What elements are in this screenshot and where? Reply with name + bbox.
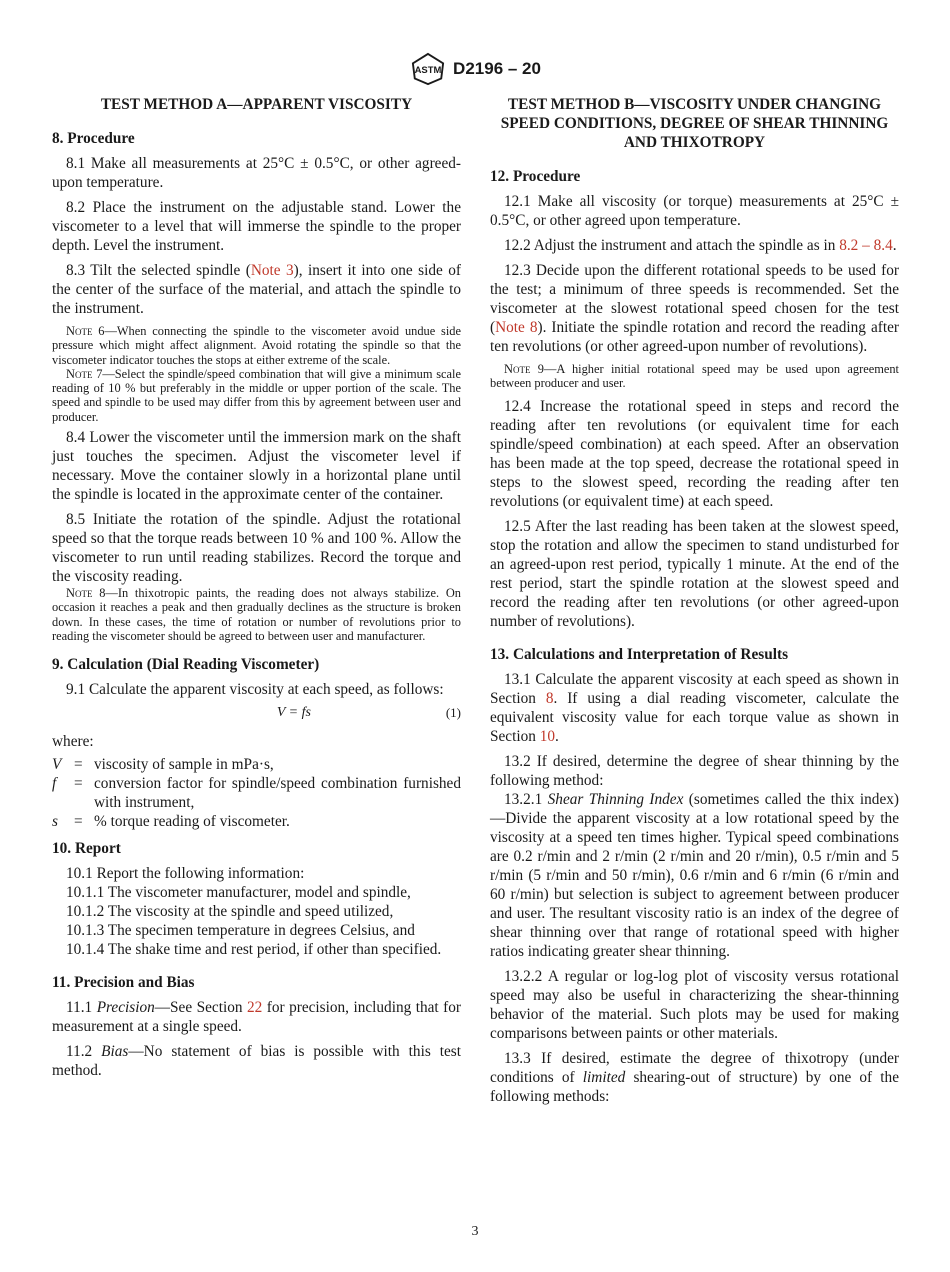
variable-list	[52, 755, 461, 831]
equation-number: (1)	[445, 705, 461, 721]
para-12-5: 12.5 After the last reading has been taken at the slowest speed, stop the rotation and allow the specimen to stand undisturbed for an agreed-upon rest period, typically 1 minute. At the end of the rest period, start the spindle rotation at the slowest speed and record the reading after ten revolutions (or other agreed-upon number of revolutions).	[490, 517, 899, 630]
note-9	[490, 362, 899, 391]
logo-text: ASTM	[414, 64, 442, 76]
para-11-1	[52, 998, 461, 1036]
section-12-title: 12. Procedure	[490, 168, 581, 185]
note-8-link[interactable]: Note 8	[495, 319, 538, 336]
right-column	[490, 95, 899, 1112]
para-9-1: 9.1 Calculate the apparent viscosity at each speed, as follows:	[66, 681, 444, 699]
note-8-label: Note	[66, 586, 93, 601]
note-3-link[interactable]: Note 3	[250, 262, 294, 279]
variable-equals: =	[74, 775, 83, 793]
where-label: where:	[52, 733, 94, 751]
bias-term: Bias	[101, 1043, 129, 1061]
equation-1	[52, 703, 461, 722]
para-12-2	[490, 236, 899, 255]
variable-row	[52, 755, 461, 774]
section-9-title: 9. Calculation (Dial Reading Viscometer)	[52, 656, 320, 674]
variable-symbol: V	[52, 756, 62, 774]
para-11-1-text-a: —See Section	[154, 999, 247, 1017]
para-10-1-4: 10.1.4 The shake time and rest period, if other than specified.	[66, 941, 442, 959]
note-8	[52, 586, 461, 643]
section-10-link[interactable]: 10	[539, 727, 556, 745]
note-7	[52, 367, 461, 424]
para-8-3	[52, 261, 461, 318]
note-8-text: 8—In thixotropic paints, the reading does not always stabilize. On occasion it reaches a peak and then gradually declines as the structure is broken down. In these cases, the time of rotation or number of revolutions prior to reading the viscometer should be agreed to between user and manufacturer.	[52, 586, 461, 643]
variable-symbol: s	[52, 813, 58, 831]
para-12-3	[490, 261, 899, 356]
para-8-2: 8.2 Place the instrument on the adjustable stand. Lower the viscometer to a level that will immerse the spindle to the proper depth. Level the instrument.	[52, 199, 461, 254]
variable-description: conversion factor for spindle/speed combination furnished with instrument,	[94, 775, 461, 812]
page-number: 3	[471, 1224, 479, 1239]
para-12-3-text-a: 12.3 Decide upon the different rotational speeds to be used for the test; a minimum of three speeds is recommended. Set the viscometer at the slowest rotational speed chosen for the test (	[490, 262, 899, 336]
precision-term: Precision	[96, 999, 155, 1017]
para-12-4: 12.4 Increase the rotational speed in steps and record the reading after ten revolutions (or equivalent time for each spindle/speed combination) at each speed. After an observation has been made at the top speed, decrease the rotational speed in steps to the slowest speed, recording the reading after ten revolutions (or equivalent time) at each speed.	[490, 397, 899, 510]
variable-description: % torque reading of viscometer.	[94, 813, 290, 831]
para-8-5: 8.5 Initiate the rotation of the spindle. Adjust the rotational speed so that the torque reads between 10 % and 100 %. Allow the viscometer to run until reading stabilizes. Record the torque and the viscosity reading.	[52, 511, 461, 586]
para-13-1	[490, 670, 899, 746]
document-number: D2196 – 20	[453, 59, 541, 78]
para-11-2-num: 11.2	[66, 1043, 102, 1061]
variable-symbol: f	[52, 775, 57, 793]
para-11-2	[52, 1042, 461, 1080]
para-13-2-1	[490, 790, 899, 961]
para-13-1-text-c: .	[555, 727, 559, 745]
para-13-2-1-text: (sometimes called the thix index)—Divide the apparent viscosity at a low rotational speed by the viscosity at a speed ten times higher. Typical speed combinations are 0.2 r/min and 2 r/min (2 r/min and 20 r/min), 0.5 r/min and 5 r/min (5 r/min and 50 r/min), 0.6 r/min and 6 r/min (6 r/min and 60 r/min) but selection is subject to agreement between producer and user. The resultant viscosity ratio is an index of the degree of shear thinning over that range of rotational speed with higher ratios indicating greater shear thinning.	[490, 790, 899, 960]
para-8-1: 8.1 Make all measurements at 25°C ± 0.5°C, or other agreed-upon temperature.	[52, 155, 461, 191]
para-13-1-text-b: . If using a dial reading viscometer, calculate the equivalent viscosity value for each torque value as shown in Section	[490, 689, 899, 745]
para-10-1-1: 10.1.1 The viscometer manufacturer, model and spindle,	[66, 884, 411, 902]
para-13-1-text-a: 13.1 Calculate the apparent viscosity at each speed as shown in Section	[490, 670, 899, 707]
section-22-link[interactable]: 22	[246, 999, 263, 1017]
para-10-1-2: 10.1.2 The viscosity at the spindle and speed utilized,	[66, 903, 394, 921]
variable-equals: =	[74, 756, 83, 774]
section-10-title: 10. Report	[52, 840, 121, 858]
para-11-1-text-b: for precision, including that for measurement at a single speed.	[52, 999, 461, 1036]
para-13-3	[490, 1049, 899, 1106]
note-6	[52, 324, 461, 367]
method-a-title: TEST METHOD A—APPARENT VISCOSITY	[100, 96, 413, 113]
astm-logo-icon	[409, 52, 447, 86]
para-13-2: 13.2 If desired, determine the degree of shear thinning by the following method:	[490, 752, 899, 789]
left-column	[52, 95, 461, 1086]
para-12-3-text-b: ). Initiate the spindle rotation and record the reading after ten revolutions (or other agreed-upon number of revolutions).	[490, 319, 899, 355]
para-13-2-1-num: 13.2.1	[504, 790, 548, 808]
section-8-2-8-4-link[interactable]: 8.2 – 8.4	[839, 237, 893, 254]
section-13-title: 13. Calculations and Interpretation of Results	[490, 645, 789, 663]
section-8-title: 8. Procedure	[52, 130, 135, 147]
note-7-label: Note	[66, 366, 93, 381]
note-9-text: 9—A higher initial rotational speed may be used upon agreement between producer and user.	[490, 362, 899, 391]
para-12-2-text-b: .	[892, 237, 897, 254]
para-11-1-num: 11.1	[66, 999, 97, 1017]
note-9-label: Note	[504, 362, 531, 376]
para-13-3-text-b: shearing-out of structure) by one of the following methods:	[490, 1068, 899, 1105]
variable-equals: =	[74, 813, 83, 831]
para-13-3-text-a: 13.3 If desired, estimate the degree of thixotropy (under conditions of	[490, 1049, 899, 1086]
para-8-3-text-a: 8.3 Tilt the selected spindle (	[66, 262, 251, 279]
para-10-1-3: 10.1.3 The specimen temperature in degrees Celsius, and	[66, 922, 415, 940]
note-6-label: Note	[66, 324, 93, 338]
limited-term: limited	[582, 1068, 626, 1086]
page-header	[0, 52, 950, 86]
para-13-2-2: 13.2.2 A regular or log-log plot of viscosity versus rotational speed may also be useful in characterizing the shear-thinning behavior of the material. Such plots may be used for making comparisons between paints or other materials.	[490, 967, 899, 1042]
para-12-2-text-a: 12.2 Adjust the instrument and attach the spindle as in	[504, 237, 840, 254]
variable-row	[52, 774, 461, 812]
variable-description: viscosity of sample in mPa·s,	[94, 756, 274, 774]
variable-row	[52, 812, 461, 831]
para-12-1: 12.1 Make all viscosity (or torque) measurements at 25°C ± 0.5°C, or other agreed upon temperature.	[490, 193, 899, 229]
section-11-title: 11. Precision and Bias	[52, 974, 195, 992]
section-8-link[interactable]: 8	[545, 689, 554, 707]
para-11-2-text: —No statement of bias is possible with this test method.	[52, 1043, 461, 1080]
note-7-text: 7—Select the spindle/speed combination that will give a minimum scale reading of 10 % but preferably in the middle or upper portion of the scale. The speed and spindle to be used may differ from this by agreement between user and producer.	[52, 366, 461, 424]
shear-thinning-index-term: Shear Thinning Index	[547, 790, 684, 808]
equation-text: V = fs	[276, 705, 311, 721]
note-6-text: 6—When connecting the spindle to the viscometer avoid undue side pressure which might affect alignment. Avoid rotating the spindle so that the viscometer indicator touches the stops at either extreme of the scale.	[52, 324, 461, 367]
para-10-1: 10.1 Report the following information:	[66, 865, 305, 883]
method-b-title: TEST METHOD B—VISCOSITY UNDER CHANGING SPEED CONDITIONS, DEGREE OF SHEAR THINNING AND THIXOTROPY	[500, 96, 889, 151]
para-8-3-text-b: ), insert it into one side of the center of the surface of the material, and attach the spindle to the instrument.	[52, 262, 461, 317]
para-8-4: 8.4 Lower the viscometer until the immersion mark on the shaft just touches the specimen. Adjust the viscometer level if necessary. Move the container slowly in a horizontal plane until the spindle is located in the approximate center of the container.	[52, 429, 461, 504]
